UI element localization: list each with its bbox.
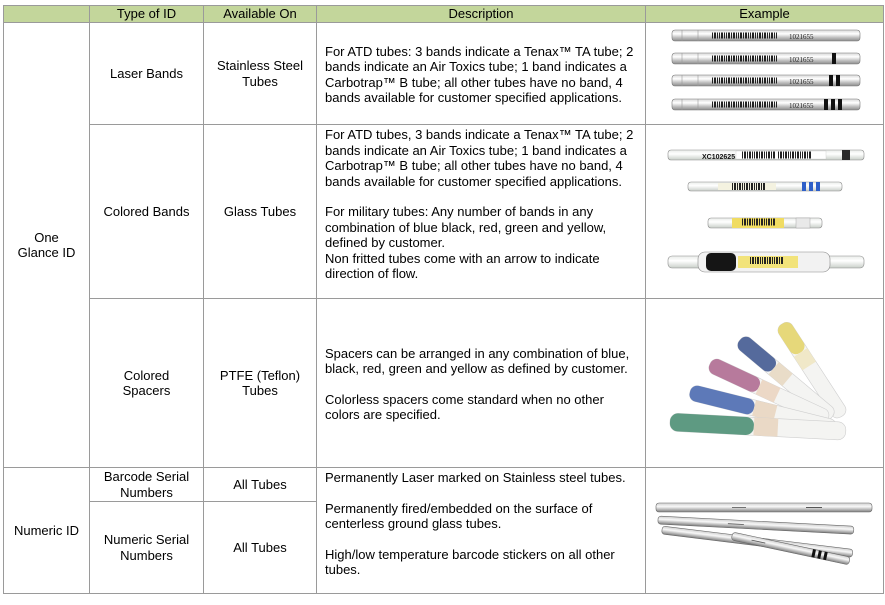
type-colored-spacers: Colored Spacers [90,299,204,468]
group-one-glance-id: One Glance ID [4,23,90,468]
id-options-table [3,5,884,594]
glass-tube-serial: XC102625 [702,153,736,161]
description-numeric-para-3: High/low temperature barcode stickers on all other tubes. [325,546,615,577]
tube-serial-4: 1021655 [789,101,814,110]
type-laser-bands: Laser Bands [90,23,204,125]
example-numeric-id [646,468,884,594]
available-all-tubes-barcode: All Tubes [204,468,317,502]
steel-tube-three-bands [672,99,860,110]
description-colored-bands [317,125,646,299]
header-available-on: Available On [204,6,317,23]
description-colored-spacers [317,299,646,468]
tube-serial-2: 1021655 [789,55,814,64]
header-row [4,6,884,23]
header-description: Description [317,6,646,23]
available-glass-tubes: Glass Tubes [204,125,317,299]
description-colored-para-3: Non fritted tubes come with an arrow to indicate direction of flow. [325,250,600,281]
available-stainless-steel: Stainless Steel Tubes [204,23,317,125]
group-numeric-id: Numeric ID [4,468,90,594]
header-example: Example [646,6,884,23]
steel-tube-no-band [672,30,860,41]
glass-tube-4 [668,252,864,272]
steel-tube-two-bands [672,75,860,86]
row-colored-bands [4,125,884,299]
type-numeric-serial: Numeric Serial Numbers [90,502,204,594]
type-barcode-serial: Barcode Serial Numbers [90,468,204,502]
description-spacers-para-1: Spacers can be arranged in any combination of blue, black, red, green and yellow as defined by customer. [325,345,630,376]
description-colored-para-2: For military tubes: Any number of bands in any combination of blue black, red, green and yellow, defined by customer. [325,204,607,250]
tube-serial-1: 1021655 [789,32,814,41]
row-laser-bands [4,23,884,125]
description-numeric-id [317,468,646,594]
serial-tubes-image [646,470,883,592]
ptfe-tubes-image [646,300,883,467]
example-colored-bands [646,125,884,299]
steel-tube-one-band [672,53,860,64]
available-ptfe-tubes: PTFE (Teflon) Tubes [204,299,317,468]
header-type-of-id: Type of ID [90,6,204,23]
description-numeric-para-1: Permanently Laser marked on Stainless steel tubes. [325,470,626,485]
glass-tube-1 [668,150,864,161]
row-colored-spacers [4,299,884,468]
tube-serial-3: 1021655 [789,77,814,86]
steel-tubes-image [646,24,883,124]
description-laser-bands [317,23,646,125]
description-numeric-para-2: Permanently fired/embedded on the surface of centerless ground glass tubes. [325,500,593,531]
glass-tubes-image [646,126,883,298]
serial-tube-1 [656,503,872,512]
row-barcode-serial [4,468,884,502]
example-laser-bands [646,23,884,125]
header-blank [4,6,90,23]
available-all-tubes-numeric: All Tubes [204,502,317,594]
description-colored-para-1: For ATD tubes, 3 bands indicate a Tenax™ TA tube; 2 bands indicate an Air Toxics tube; 1 band indicates a Carbotrap™ B tube; all other tubes have no band, 4 bands available for customer specified applications. [325,127,634,189]
glass-tube-2 [688,182,842,191]
type-colored-bands: Colored Bands [90,125,204,299]
description-spacers-para-2: Colorless spacers come standard when no other colors are specified. [325,391,604,422]
glass-tube-3 [708,218,822,228]
example-colored-spacers [646,299,884,468]
description-laser-para-1: For ATD tubes: 3 bands indicate a Tenax™ TA tube; 2 bands indicate an Air Toxics tube; 1 band indicates a Carbotrap™ B tube; all other tubes have no band, 4 bands available for customer specified applications. [325,43,634,105]
